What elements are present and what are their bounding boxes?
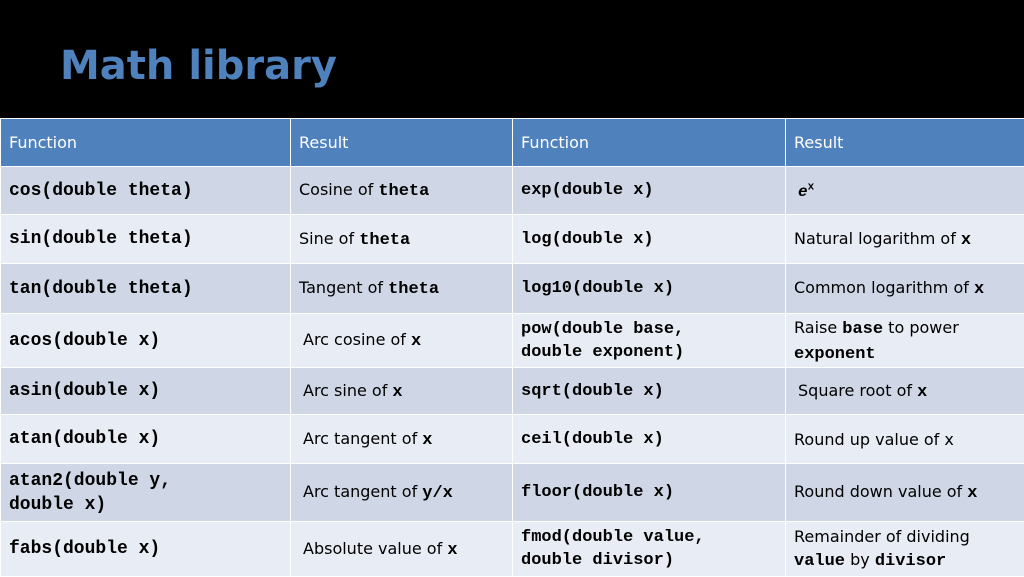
result-cell: [291, 368, 513, 415]
result-cell: [786, 464, 1024, 522]
function-cell: floor(double x): [513, 464, 786, 522]
function-cell: sin(double theta): [1, 215, 291, 264]
result-code: x: [422, 431, 432, 450]
result-code: theta: [359, 231, 410, 250]
result-cell: [291, 264, 513, 314]
function-cell: sqrt(double x): [513, 368, 786, 415]
result-code: x: [917, 383, 927, 402]
result-text: Absolute value of: [299, 539, 447, 558]
result-text: Arc tangent of: [299, 482, 422, 501]
result-code: x: [447, 541, 457, 560]
function-line: pow(double base,: [521, 318, 777, 341]
function-cell: [513, 522, 786, 577]
result-text: Arc tangent of: [299, 429, 422, 448]
result-text: Tangent of: [299, 278, 388, 297]
result-text: Raise: [794, 318, 842, 337]
result-cell: [291, 464, 513, 522]
result-code: x: [967, 484, 977, 503]
result-text: Common logarithm of: [794, 278, 974, 297]
function-cell: log(double x): [513, 215, 786, 264]
result-text: Round up value of x: [794, 430, 954, 449]
function-cell: asin(double x): [1, 368, 291, 415]
function-cell: acos(double x): [1, 314, 291, 368]
result-code: theta: [378, 182, 429, 201]
result-cell: [786, 167, 1024, 215]
result-text: Arc sine of: [299, 381, 392, 400]
result-code: x: [961, 231, 971, 250]
result-cell: [291, 215, 513, 264]
function-line: fmod(double value,: [521, 526, 777, 549]
function-line: double exponent): [521, 341, 777, 364]
result-code: exponent: [794, 345, 876, 364]
result-code: x: [974, 280, 984, 299]
result-text: Sine of: [299, 229, 359, 248]
table-row: [1, 522, 1024, 577]
function-cell: fabs(double x): [1, 522, 291, 577]
result-text: Natural logarithm of: [794, 229, 961, 248]
exponent-expression: [794, 183, 814, 201]
table-row: [1, 314, 1024, 368]
function-cell: ceil(double x): [513, 415, 786, 464]
table-row: [1, 415, 1024, 464]
result-cell: [786, 368, 1024, 415]
function-cell: tan(double theta): [1, 264, 291, 314]
result-code: x: [392, 383, 402, 402]
function-cell: cos(double theta): [1, 167, 291, 215]
function-cell: atan(double x): [1, 415, 291, 464]
exponent-base: e: [798, 183, 808, 201]
header-function-2: Function: [513, 119, 786, 167]
result-cell: [291, 415, 513, 464]
result-code: x: [411, 332, 421, 351]
result-text: Remainder of dividing: [794, 525, 1016, 548]
result-cell: [786, 314, 1024, 368]
result-cell: [291, 522, 513, 577]
result-cell: [786, 215, 1024, 264]
table-row: [1, 167, 1024, 215]
header-row: [1, 119, 1024, 167]
function-line: double x): [9, 493, 282, 517]
result-text: Round down value of: [794, 482, 967, 501]
header-result-1: Result: [291, 119, 513, 167]
result-code: y/x: [422, 484, 453, 503]
function-cell: log10(double x): [513, 264, 786, 314]
result-text: Arc cosine of: [299, 330, 411, 349]
result-code: divisor: [875, 552, 946, 571]
table-row: [1, 368, 1024, 415]
table-row: [1, 215, 1024, 264]
result-text: Cosine of: [299, 180, 378, 199]
header-result-2: Result: [786, 119, 1024, 167]
table-row: [1, 464, 1024, 522]
function-cell: exp(double x): [513, 167, 786, 215]
result-text: by: [845, 550, 875, 569]
function-cell: [513, 314, 786, 368]
result-cell: [291, 314, 513, 368]
result-cell: [291, 167, 513, 215]
exponent-power: x: [808, 182, 815, 194]
result-cell: [786, 415, 1024, 464]
result-cell: [786, 522, 1024, 577]
function-cell: [1, 464, 291, 522]
result-code: theta: [388, 280, 439, 299]
result-text: to power: [883, 318, 959, 337]
table-row: [1, 264, 1024, 314]
result-code: value: [794, 552, 845, 571]
math-functions-table: [0, 118, 1024, 577]
header-function-1: Function: [1, 119, 291, 167]
result-text: Square root of: [794, 381, 917, 400]
function-line: atan2(double y,: [9, 469, 282, 493]
result-code: base: [842, 320, 883, 339]
page-title: Math library: [60, 40, 337, 92]
function-line: double divisor): [521, 549, 777, 572]
result-cell: [786, 264, 1024, 314]
